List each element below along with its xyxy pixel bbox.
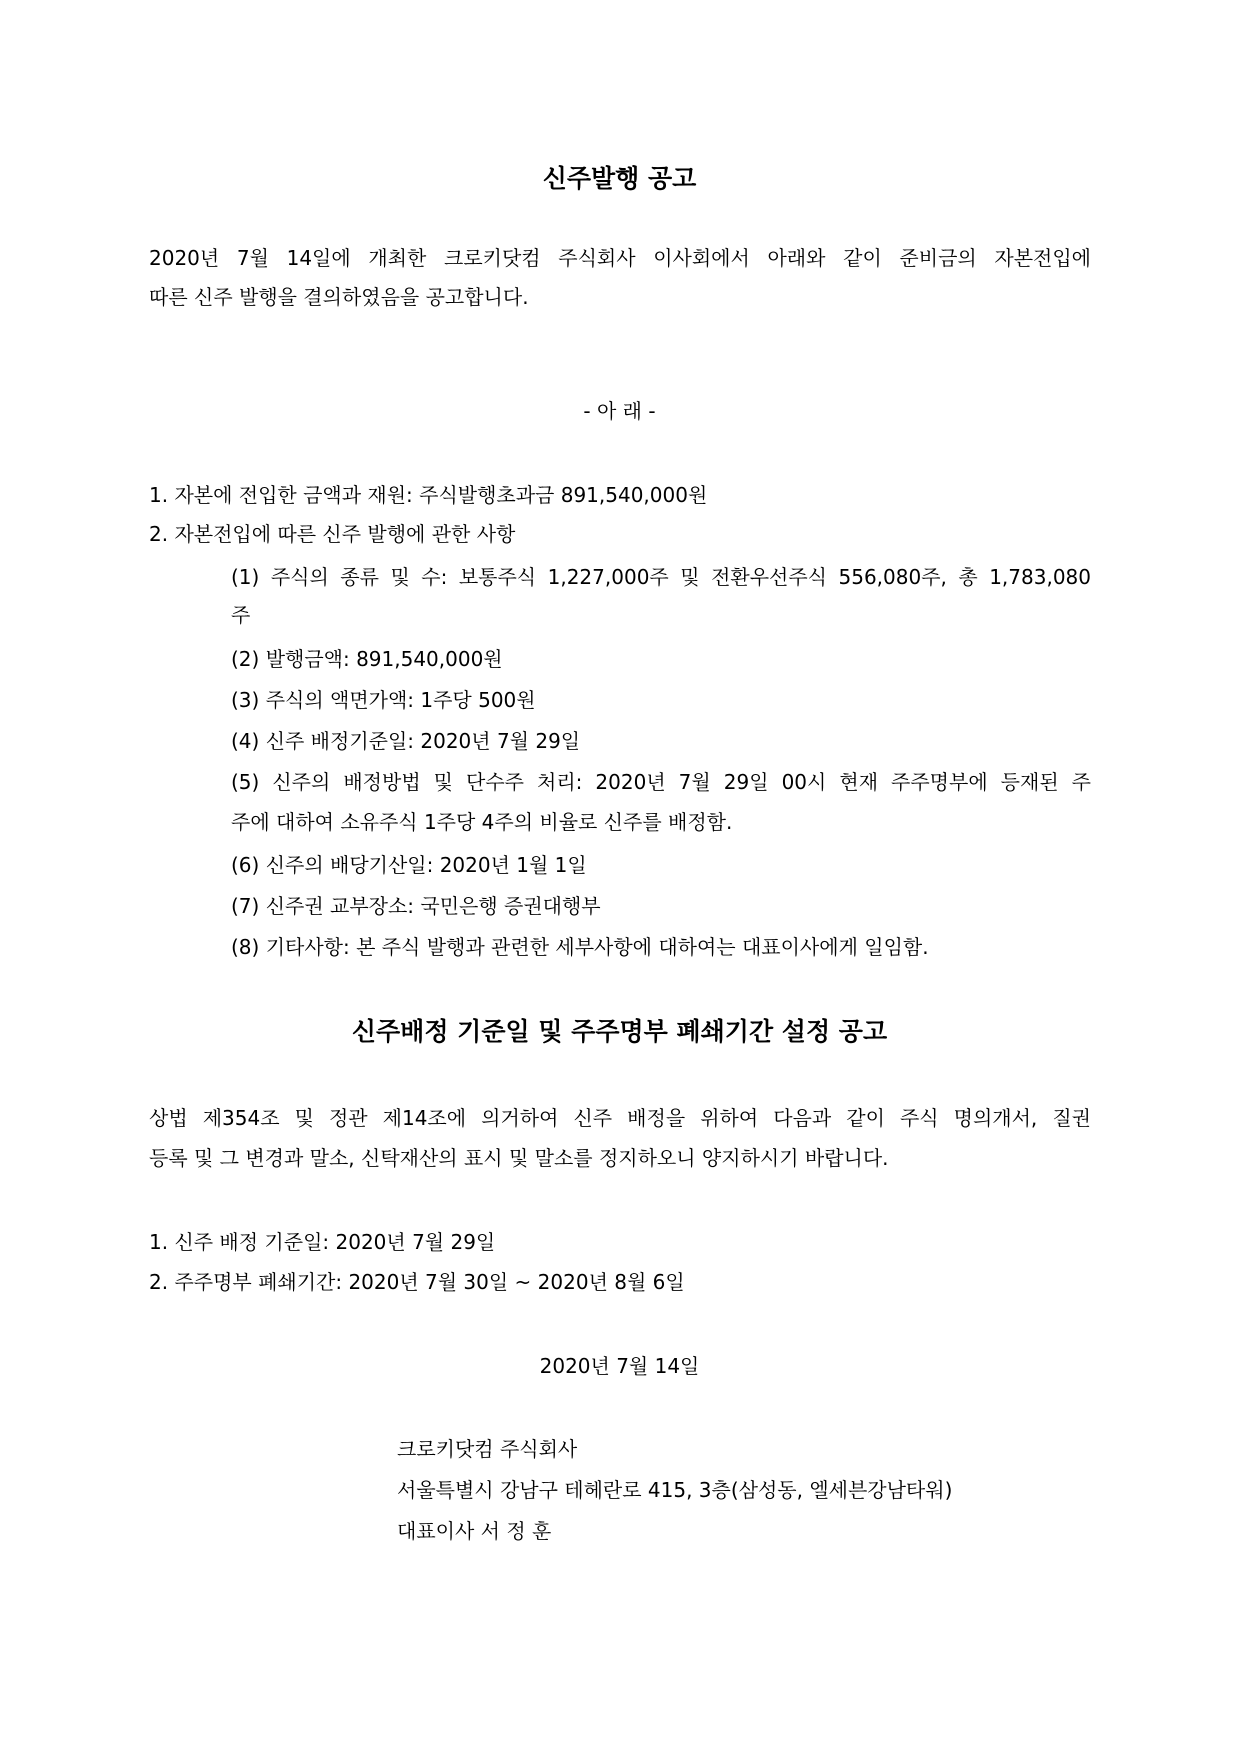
- notice1-subitem-1-line2: 주: [231, 603, 251, 627]
- notice2-title: 신주배정 기준일 및 주주명부 폐쇄기간 설정 공고: [351, 1017, 888, 1046]
- signature-company: 크로키닷컴 주식회사: [397, 1437, 578, 1461]
- notice1-subitem-7: (7) 신주권 교부장소: 국민은행 증권대행부: [231, 894, 601, 918]
- signature-address: 서울특별시 강남구 테헤란로 415, 3층(삼성동, 엘세븐강남타워): [397, 1478, 953, 1502]
- signature-ceo: 대표이사 서 정 훈: [397, 1519, 552, 1543]
- notice1-title: 신주발행 공고: [542, 164, 697, 193]
- notice-date: 2020년 7월 14일: [539, 1354, 700, 1378]
- notice1-subitem-5-line2: 주에 대하여 소유주식 1주당 4주의 비율로 신주를 배정함.: [231, 810, 733, 834]
- notice1-subitem-1-line1: (1) 주식의 종류 및 수: 보통주식 1,227,000주 및 전환우선주식 556,080주, 총 1,783,080: [231, 565, 1091, 589]
- notice1-item-1: 1. 자본에 전입한 금액과 재원: 주식발행초과금 891,540,000원: [149, 483, 708, 507]
- notice1-intro-line1: 2020년 7월 14일에 개최한 크로키닷컴 주식회사 이사회에서 아래와 같이 준비금의 자본전입에: [149, 246, 1091, 270]
- notice1-item-2: 2. 자본전입에 따른 신주 발행에 관한 사항: [149, 522, 516, 546]
- notice2-item-2: 2. 주주명부 폐쇄기간: 2020년 7월 30일 ~ 2020년 8월 6일: [149, 1270, 685, 1294]
- notice1-intro-line2: 따른 신주 발행을 결의하였음을 공고합니다.: [149, 285, 529, 309]
- notice1-subitem-6: (6) 신주의 배당기산일: 2020년 1월 1일: [231, 853, 587, 877]
- notice1-subitem-4: (4) 신주 배정기준일: 2020년 7월 29일: [231, 729, 581, 753]
- notice1-subitem-2: (2) 발행금액: 891,540,000원: [231, 647, 503, 671]
- notice1-subitem-5-line1: (5) 신주의 배정방법 및 단수주 처리: 2020년 7월 29일 00시 현재 주주명부에 등재된 주: [231, 770, 1091, 794]
- notice2-intro-line2: 등록 및 그 변경과 말소, 신탁재산의 표시 및 말소를 정지하오니 양지하시기 바랍니다.: [149, 1146, 889, 1170]
- notice2-item-1: 1. 신주 배정 기준일: 2020년 7월 29일: [149, 1230, 496, 1254]
- notice1-subitem-3: (3) 주식의 액면가액: 1주당 500원: [231, 688, 536, 712]
- notice2-intro-line1: 상법 제354조 및 정관 제14조에 의거하여 신주 배정을 위하여 다음과 같이 주식 명의개서, 질권: [149, 1106, 1091, 1130]
- notice1-subitem-8: (8) 기타사항: 본 주식 발행과 관련한 세부사항에 대하여는 대표이사에게 일임함.: [231, 935, 929, 959]
- notice1-separator: - 아 래 -: [583, 399, 656, 423]
